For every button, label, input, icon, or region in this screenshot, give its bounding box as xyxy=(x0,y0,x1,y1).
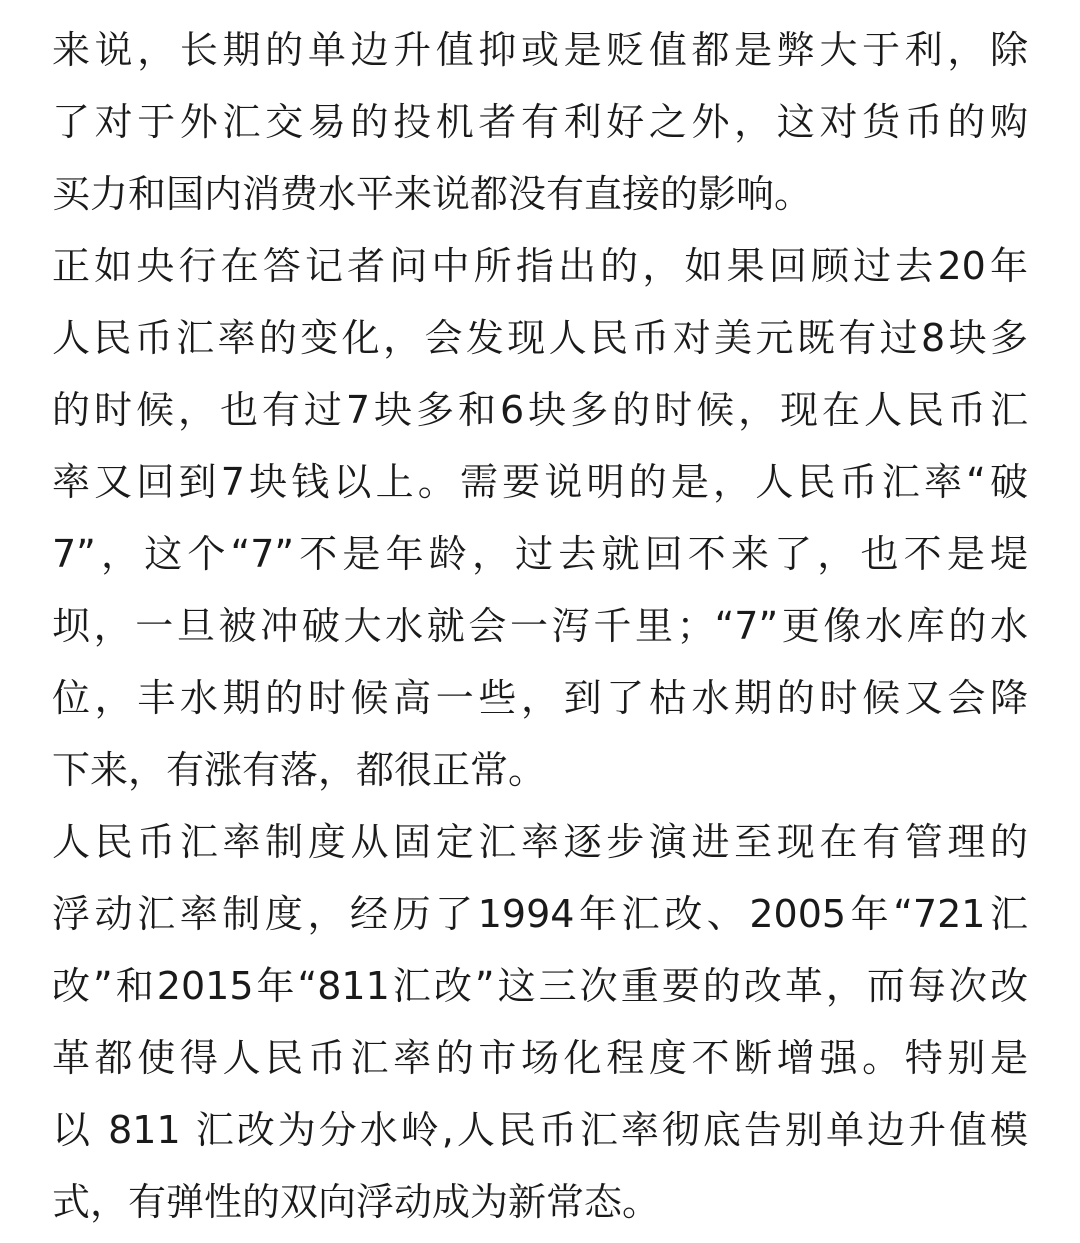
text-line: 的时候，也有过7块多和6块多的时候，现在人民币汇 xyxy=(52,388,1028,432)
paragraph xyxy=(52,230,1028,806)
text-line: 改”和2015年“811汇改”这三次重要的改革，而每次改 xyxy=(52,964,1028,1008)
text-line: 率又回到7块钱以上。需要说明的是，人民币汇率“破 xyxy=(52,460,1028,504)
text-line: 人民币汇率的变化，会发现人民币对美元既有过8块多 xyxy=(52,316,1028,360)
text-line: 以 811 汇改为分水岭,人民币汇率彻底告别单边升值模 xyxy=(52,1108,1028,1152)
text-line: 买力和国内消费水平来说都没有直接的影响。 xyxy=(52,172,813,216)
text-line: 下来，有涨有落，都很正常。 xyxy=(52,748,547,792)
paragraph xyxy=(52,14,1028,230)
text-line: 位，丰水期的时候高一些，到了枯水期的时候又会降 xyxy=(52,676,1028,720)
article-body xyxy=(52,14,1028,1238)
text-line: 坝，一旦被冲破大水就会一泻千里；“7”更像水库的水 xyxy=(52,604,1028,648)
text-line: 浮动汇率制度，经历了1994年汇改、2005年“721汇 xyxy=(52,892,1028,936)
text-line: 7”，这个“7”不是年龄，过去就回不来了，也不是堤 xyxy=(52,532,1028,576)
text-line: 来说，长期的单边升值抑或是贬值都是弊大于利，除 xyxy=(52,28,1028,72)
paragraph xyxy=(52,806,1028,1238)
text-line: 革都使得人民币汇率的市场化程度不断增强。特别是 xyxy=(52,1036,1028,1080)
text-line: 了对于外汇交易的投机者有利好之外，这对货币的购 xyxy=(52,100,1028,144)
text-line: 式，有弹性的双向浮动成为新常态。 xyxy=(52,1180,661,1224)
text-line: 人民币汇率制度从固定汇率逐步演进至现在有管理的 xyxy=(52,820,1028,864)
text-line: 正如央行在答记者问中所指出的，如果回顾过去20年 xyxy=(52,244,1028,288)
